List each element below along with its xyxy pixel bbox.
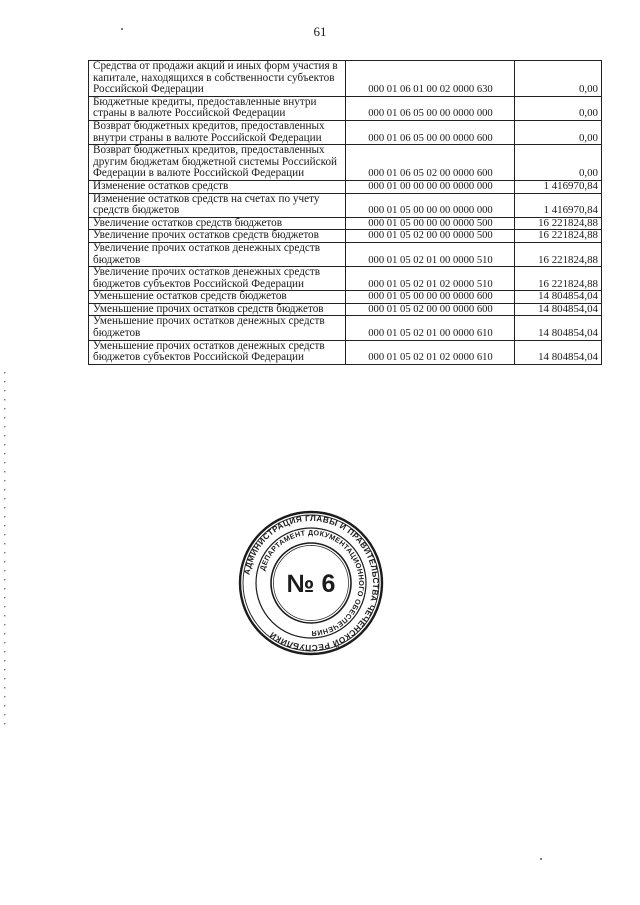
row-amount: 14 804854,04 [515,340,602,364]
table-row [89,340,602,364]
table-row [89,145,602,181]
row-budget-code: 000 01 06 05 00 00 0000 600 [346,120,515,144]
row-budget-code: 000 01 06 01 00 02 0000 630 [346,61,515,97]
row-budget-code: 000 01 06 05 00 00 0000 000 [346,96,515,120]
stamp-number: № 6 [286,570,336,598]
row-budget-code: 000 01 05 02 01 00 0000 510 [346,242,515,266]
row-amount: 16 221824,88 [515,267,602,291]
row-budget-code: 000 01 00 00 00 00 0000 000 [346,180,515,193]
page-number: 61 [313,24,327,39]
scan-speck [121,28,123,30]
row-budget-code: 000 01 06 05 02 00 0000 600 [346,145,515,181]
row-budget-code: 000 01 05 02 01 00 0000 610 [346,316,515,340]
row-amount: 0,00 [515,61,602,97]
row-description: Увеличение прочих остатков денежных средств бюджетов субъектов Российской Федерации [89,267,346,291]
row-amount: 16 221824,88 [515,217,602,230]
table-row [89,193,602,217]
row-description: Уменьшение остатков средств бюджетов [89,291,346,304]
table-row [89,242,602,266]
row-amount: 1 416970,84 [515,180,602,193]
row-description: Увеличение прочих остатков денежных средств бюджетов [89,242,346,266]
stamp-outer-text: АДМИНИСТРАЦИЯ ГЛАВЫ И ПРАВИТЕЛЬСТВА ЧЕЧЕНСКОЙ РЕСПУБЛИКИ [242,513,381,653]
row-budget-code: 000 01 05 02 00 00 0000 500 [346,230,515,243]
budget-sources-table [88,60,602,365]
stamp-inner-text: ДЕПАРТАМЕНТ ДОКУМЕНТАЦИОННОГО ОБЕСПЕЧЕНИЯ [257,527,367,639]
official-stamp [238,510,384,656]
table-row [89,180,602,193]
row-amount: 14 804854,04 [515,303,602,316]
row-description: Увеличение остатков средств бюджетов [89,217,346,230]
table-row [89,96,602,120]
table-row [89,61,602,97]
row-amount: 1 416970,84 [515,193,602,217]
row-budget-code: 000 01 05 02 01 02 0000 610 [346,340,515,364]
row-description: Уменьшение прочих остатков денежных средств бюджетов [89,316,346,340]
scan-speck [540,858,542,860]
table-row [89,291,602,304]
row-amount: 16 221824,88 [515,242,602,266]
table-row [89,217,602,230]
row-amount: 0,00 [515,120,602,144]
row-amount: 14 804854,04 [515,291,602,304]
table-row [89,267,602,291]
row-amount: 14 804854,04 [515,316,602,340]
table-row [89,316,602,340]
row-description: Бюджетные кредиты, предоставленные внутри страны в валюте Российской Федерации [89,96,346,120]
row-description: Изменение остатков средств [89,180,346,193]
row-amount: 0,00 [515,145,602,181]
table-row [89,303,602,316]
row-description: Уменьшение прочих остатков средств бюджетов [89,303,346,316]
row-description: Возврат бюджетных кредитов, предоставленных другим бюджетам бюджетной системы Российской Федерации в валюте Российской Федерации [89,145,346,181]
row-amount: 16 221824,88 [515,230,602,243]
row-description: Возврат бюджетных кредитов, предоставленных внутри страны в валюте Российской Федерации [89,120,346,144]
row-description: Изменение остатков средств на счетах по учету средств бюджетов [89,193,346,217]
table-row [89,120,602,144]
row-budget-code: 000 01 05 02 00 00 0000 600 [346,303,515,316]
row-budget-code: 000 01 05 02 01 02 0000 510 [346,267,515,291]
row-description: Увеличение прочих остатков средств бюджетов [89,230,346,243]
row-description: Уменьшение прочих остатков денежных средств бюджетов субъектов Российской Федерации [89,340,346,364]
margin-punch-dots [4,372,6,732]
row-amount: 0,00 [515,96,602,120]
row-budget-code: 000 01 05 00 00 00 0000 600 [346,291,515,304]
table-row [89,230,602,243]
row-budget-code: 000 01 05 00 00 00 0000 500 [346,217,515,230]
row-budget-code: 000 01 05 00 00 00 0000 000 [346,193,515,217]
row-description: Средства от продажи акций и иных форм участия в капитале, находящихся в собственности субъектов Российской Федерации [89,61,346,97]
